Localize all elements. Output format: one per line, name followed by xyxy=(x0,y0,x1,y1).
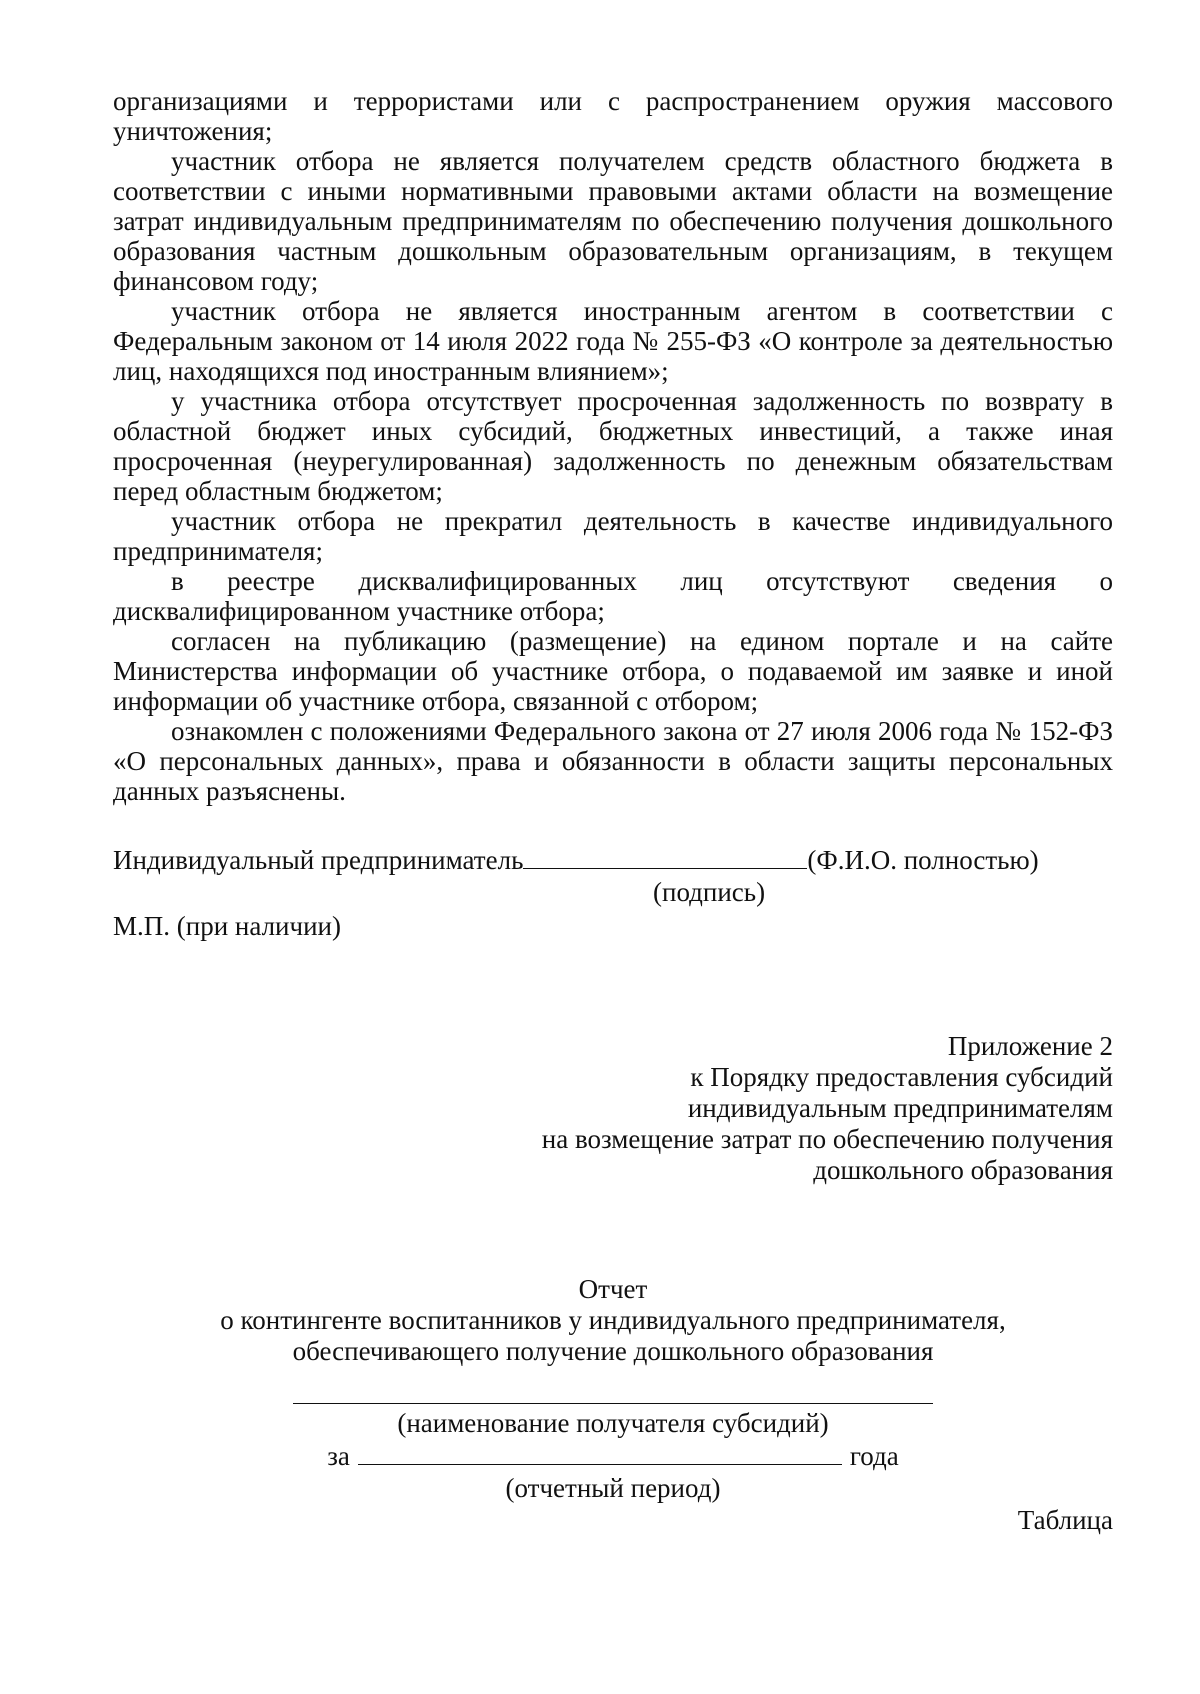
appendix-line: Приложение 2 xyxy=(947,1031,1113,1061)
body-paragraph: участник отбора не является иностранным агентом в соответствии с Федеральным законом от 14 июля 2022 года № 255-ФЗ «О контроле за деятельностью лиц, находящихся под иностранным влиянием»; xyxy=(113,296,1113,386)
recipient-caption: (наименование получателя субсидий) xyxy=(397,1408,829,1438)
report-title: Отчет xyxy=(578,1274,648,1304)
body-paragraph: участник отбора не является получателем средств областного бюджета в соответствии с иными нормативными правовыми актами области на возмещение затрат индивидуальным предпринимателям по обеспечению получения дошкольного образования частным дошкольным образовательным организациям, в текущем финансовом году; xyxy=(113,146,1113,296)
body-paragraph: у участника отбора отсутствует просроченная задолженность по возврату в областной бюджет иных субсидий, бюджетных инвестиций, а также иная просроченная (неурегулированная) задолженность по денежным обязательствам перед областным бюджетом; xyxy=(113,386,1113,506)
signature-line xyxy=(113,844,1113,875)
appendix-line: к Порядку предоставления субсидий xyxy=(690,1062,1113,1092)
document-page xyxy=(113,86,1113,1535)
appendix-line: индивидуальным предпринимателям xyxy=(687,1093,1113,1123)
report-title-block xyxy=(113,1274,1113,1367)
period-row xyxy=(113,1440,1113,1471)
signature-label: Индивидуальный предприниматель xyxy=(113,845,524,875)
report-subtitle-line: о контингенте воспитанников у индивидуального предпринимателя, xyxy=(220,1305,1006,1335)
body-paragraph: ознакомлен с положениями Федерального закона от 27 июля 2006 года № 152-ФЗ «О персональных данных», права и обязанности в области защиты персональных данных разъяснены. xyxy=(113,716,1113,806)
signature-caption: (подпись) xyxy=(653,877,766,907)
signature-blank xyxy=(523,844,807,869)
period-suffix: года xyxy=(849,1441,899,1471)
report-subtitle-line: обеспечивающего получение дошкольного образования xyxy=(292,1336,934,1366)
appendix-line: на возмещение затрат по обеспечению получения xyxy=(541,1124,1113,1154)
appendix-line: дошкольного образования xyxy=(813,1155,1113,1185)
period-caption: (отчетный период) xyxy=(505,1473,721,1503)
body-paragraph: согласен на публикацию (размещение) на едином портале и на сайте Министерства информации об участнике отбора, о подаваемой им заявке и иной информации об участнике отбора, связанной с отбором; xyxy=(113,626,1113,716)
signature-block xyxy=(113,844,1113,941)
recipient-blank xyxy=(293,1389,933,1404)
recipient-block xyxy=(113,1389,1113,1438)
body-paragraph: в реестре дисквалифицированных лиц отсутствуют сведения о дисквалифицированном участнике отбора; xyxy=(113,566,1113,626)
signature-name-hint: (Ф.И.О. полностью) xyxy=(807,845,1039,875)
stamp-note: М.П. (при наличии) xyxy=(113,911,341,941)
period-blank xyxy=(358,1440,842,1465)
table-label: Таблица xyxy=(1017,1505,1113,1535)
body-paragraph: участник отбора не прекратил деятельность в качестве индивидуального предпринимателя; xyxy=(113,506,1113,566)
period-prefix: за xyxy=(327,1441,350,1471)
body-paragraph: организациями и террористами или с распространением оружия массового уничтожения; xyxy=(113,86,1113,146)
appendix-header xyxy=(113,1031,1113,1186)
